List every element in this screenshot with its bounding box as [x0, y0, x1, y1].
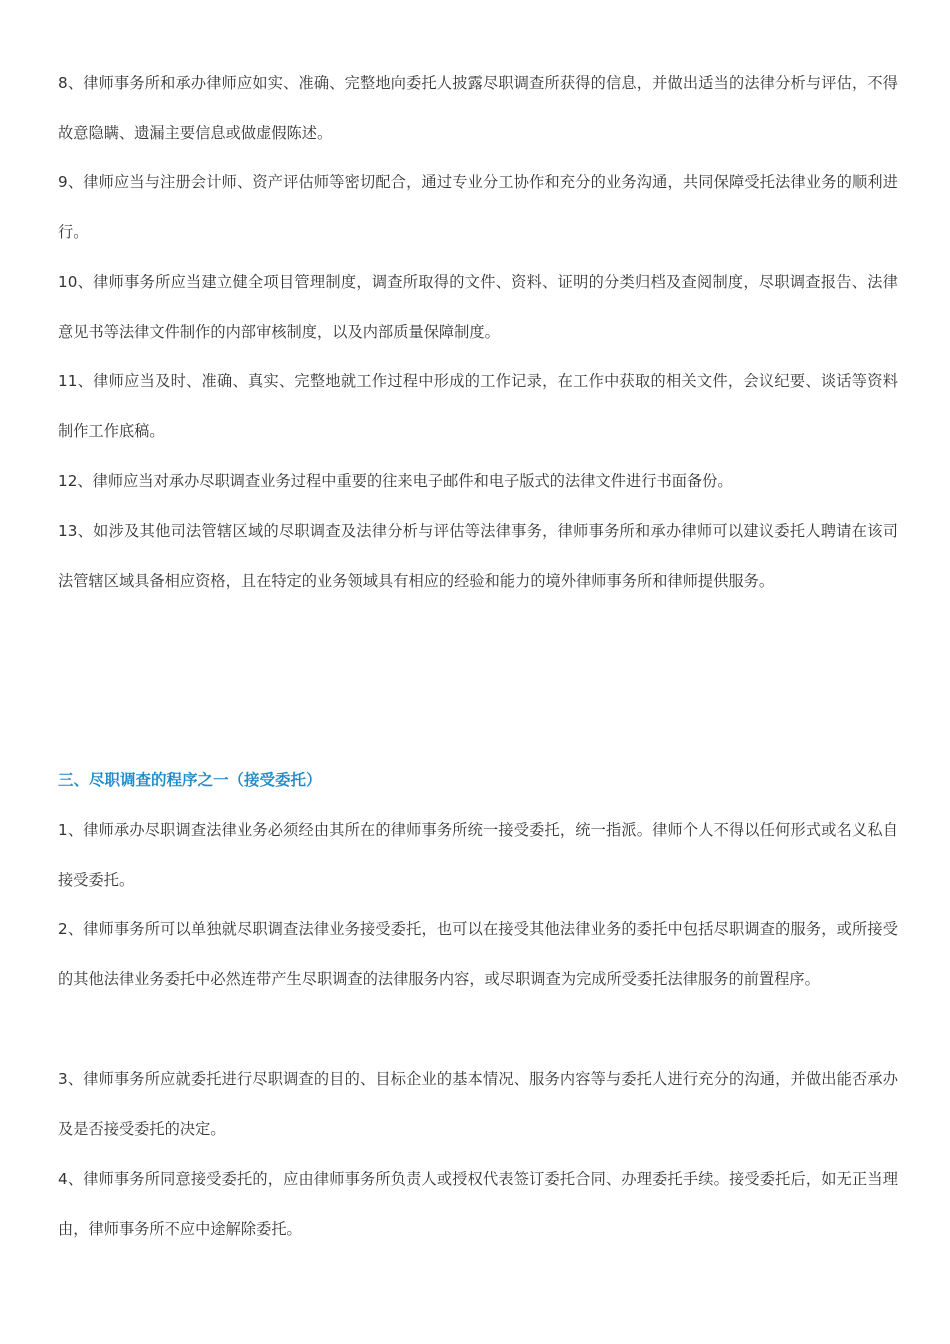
section-heading: 三、尽职调查的程序之一（接受委托） — [58, 771, 322, 789]
paragraph-step-1: 1、律师承办尽职调查法律业务必须经由其所在的律师事务所统一接受委托，统一指派。律师个人不得以任何形式或名义私自接受委托。 — [58, 821, 898, 889]
paragraph-8: 8、律师事务所和承办律师应如实、准确、完整地向委托人披露尽职调查所获得的信息，并做出适当的法律分析与评估，不得故意隐瞒、遗漏主要信息或做虚假陈述。 — [58, 74, 898, 142]
paragraph-step-3: 3、律师事务所应就委托进行尽职调查的目的、目标企业的基本情况、服务内容等与委托人进行充分的沟通，并做出能否承办及是否接受委托的决定。 — [58, 1070, 898, 1138]
paragraph-11: 11、律师应当及时、准确、真实、完整地就工作过程中形成的工作记录，在工作中获取的相关文件，会议纪要、谈话等资料制作工作底稿。 — [58, 372, 898, 440]
paragraph-9: 9、律师应当与注册会计师、资产评估师等密切配合，通过专业分工协作和充分的业务沟通，共同保障受托法律业务的顺利进行。 — [58, 173, 898, 241]
paragraph-step-4: 4、律师事务所同意接受委托的，应由律师事务所负责人或授权代表签订委托合同、办理委托手续。接受委托后，如无正当理由，律师事务所不应中途解除委托。 — [58, 1170, 898, 1238]
paragraph-13: 13、如涉及其他司法管辖区域的尽职调查及法律分析与评估等法律事务，律师事务所和承办律师可以建议委托人聘请在该司法管辖区域具备相应资格，且在特定的业务领域具有相应的经验和能力的境外律师事务所和律师提供服务。 — [58, 522, 898, 590]
paragraph-10: 10、律师事务所应当建立健全项目管理制度，调查所取得的文件、资料、证明的分类归档及查阅制度，尽职调查报告、法律意见书等法律文件制作的内部审核制度，以及内部质量保障制度。 — [58, 273, 898, 341]
paragraph-12: 12、律师应当对承办尽职调查业务过程中重要的往来电子邮件和电子版式的法律文件进行书面备份。 — [58, 472, 733, 490]
paragraph-step-2: 2、律师事务所可以单独就尽职调查法律业务接受委托，也可以在接受其他法律业务的委托中包括尽职调查的服务，或所接受的其他法律业务委托中必然连带产生尽职调查的法律服务内容，或尽职调查为完成所受委托法律服务的前置程序。 — [58, 920, 898, 988]
